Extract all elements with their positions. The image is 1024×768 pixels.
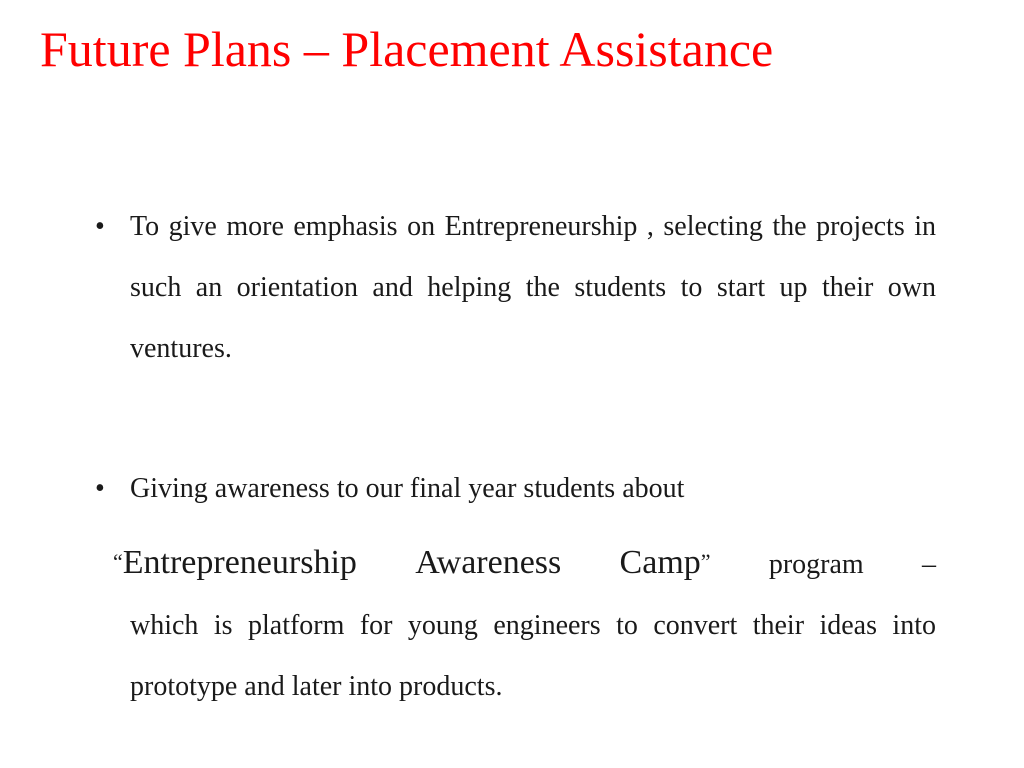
bullet-text: To give more emphasis on Entrepreneurship , selecting the projects in such an orientation and helping the students to start up their own ventures. bbox=[130, 211, 936, 364]
continuation-text: which is platform for young engineers to convert their ideas into prototype and later into products. bbox=[130, 610, 936, 702]
bullet-item bbox=[95, 196, 936, 379]
slide-title: Future Plans – Placement Assistance bbox=[40, 21, 774, 77]
bullet-marker-icon: • bbox=[95, 211, 105, 242]
camp-name-close bbox=[620, 531, 711, 595]
dash: – bbox=[921, 549, 936, 580]
bullet-continuation bbox=[95, 531, 936, 717]
open-quote: “ bbox=[113, 549, 123, 574]
camp-word: Awareness bbox=[415, 544, 562, 581]
bullet-text: Giving awareness to our final year students about bbox=[130, 473, 685, 504]
close-quote: ” bbox=[700, 549, 711, 574]
bullet-item bbox=[95, 458, 936, 519]
bullet-marker-icon: • bbox=[95, 473, 105, 504]
camp-name-open bbox=[113, 531, 357, 595]
program-word: program bbox=[768, 549, 864, 580]
camp-word: Camp bbox=[619, 544, 701, 581]
camp-word: Entrepreneurship bbox=[122, 544, 357, 581]
continuation-first-line bbox=[113, 531, 936, 595]
